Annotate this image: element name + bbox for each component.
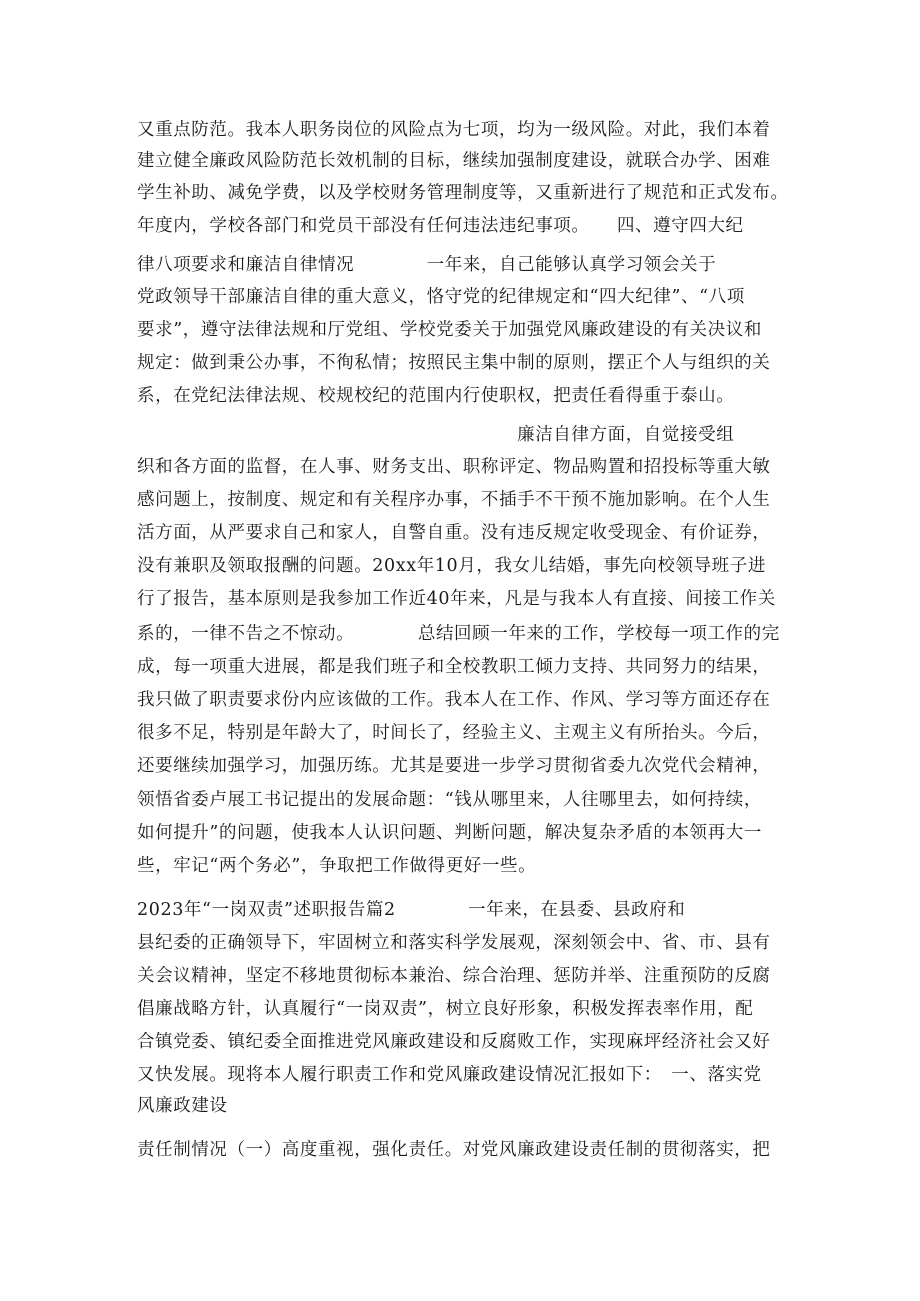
text-line: 活方面，从严要求自己和家人，自警自重。没有违反规定收受现金、有价证券，	[137, 523, 771, 543]
text-line: 律八项要求和廉洁自律情况 一年来，自己能够认真学习领会关于	[137, 255, 717, 275]
text-line: 风廉政建设	[137, 1096, 228, 1116]
text-line: 党政领导干部廉洁自律的重大意义，恪守党的纪律规定和“四大纪律”、“八项	[137, 287, 745, 307]
text-line: 感问题上，按制度、规定和有关程序办事，不插手不干预不施加影响。在个人生	[137, 490, 771, 510]
text-line: 倡廉战略方针，认真履行“一岗双责”，树立良好形象，积极发挥表率作用，配	[137, 999, 754, 1019]
text-line: 些，牢记“两个务必”，争取把工作做得更好一些。	[137, 856, 537, 876]
text-line: 关会议精神，坚定不移地贯彻标本兼治、综合治理、惩防并举、注重预防的反腐	[137, 966, 771, 986]
text-line: 建立健全廉政风险防范长效机制的目标，继续加强制度建设，就联合办学、困难	[137, 151, 771, 171]
text-line: 规定：做到秉公办事，不徇私情；按照民主集中制的原则，摆正个人与组织的关	[137, 353, 771, 373]
text-line: 合镇党委、镇纪委全面推进党风廉政建设和反腐败工作，实现麻坪经济社会又好	[137, 1032, 771, 1052]
text-line: 廉洁自律方面，自觉接受组	[137, 425, 735, 445]
text-line: 责任制情况（一）高度重视，强化责任。对党风廉政建设责任制的贯彻落实，把	[137, 1140, 771, 1160]
text-line: 没有兼职及领取报酬的问题。20xx年10月，我女儿结婚，事先向校领导班子进	[137, 556, 766, 576]
text-line: 又重点防范。我本人职务岗位的风险点为七项，均为一级风险。对此，我们本着	[137, 120, 771, 140]
text-line: 要求”，遵守法律法规和厅党组、学校党委关于加强党风廉政建设的有关决议和	[137, 320, 762, 340]
text-line: 学生补助、减免学费，以及学校财务管理制度等，又重新进行了规范和正式发布。	[137, 183, 789, 203]
section-heading-line: 2023年“一岗双责”述职报告篇2 一年来，在县委、县政府和	[137, 900, 686, 920]
text-line: 还要继续加强学习，加强历练。尤其是要进一步学习贯彻省委九次党代会精神，	[137, 756, 771, 776]
text-line: 系，在党纪法律法规、校规校纪的范围内行使职权，把责任看得重于泰山。	[137, 386, 735, 406]
text-line: 很多不足，特别是年龄大了，时间长了，经验主义、主观主义有所抬头。今后，	[137, 723, 771, 743]
text-line: 县纪委的正确领导下，牢固树立和落实科学发展观，深刻领会中、省、市、县有	[137, 933, 771, 953]
text-line: 成，每一项重大进展，都是我们班子和全校教职工倾力支持、共同努力的结果，	[137, 657, 771, 677]
text-line: 领悟省委卢展工书记提出的发展命题：“钱从哪里来，人往哪里去，如何持续，	[137, 790, 762, 810]
text-line: 我只做了职责要求份内应该做的工作。我本人在工作、作风、学习等方面还存在	[137, 690, 771, 710]
text-line: 织和各方面的监督，在人事、财务支出、职称评定、物品购置和招投标等重大敏	[137, 457, 771, 477]
text-line: 行了报告，基本原则是我参加工作近40年来，凡是与我本人有直接、间接工作关	[137, 589, 776, 609]
text-line: 年度内，学校各部门和党员干部没有任何违法违纪事项。 四、遵守四大纪	[137, 216, 744, 236]
text-line: 如何提升”的问题，使我本人认识问题、判断问题，解决复杂矛盾的本领再大一	[137, 823, 762, 843]
text-line: 系的，一律不告之不惊动。 总结回顾一年来的工作，学校每一项工作的完	[137, 624, 780, 644]
text-line: 又快发展。现将本人履行职责工作和党风廉政建设情况汇报如下： 一、落实党	[137, 1065, 762, 1085]
